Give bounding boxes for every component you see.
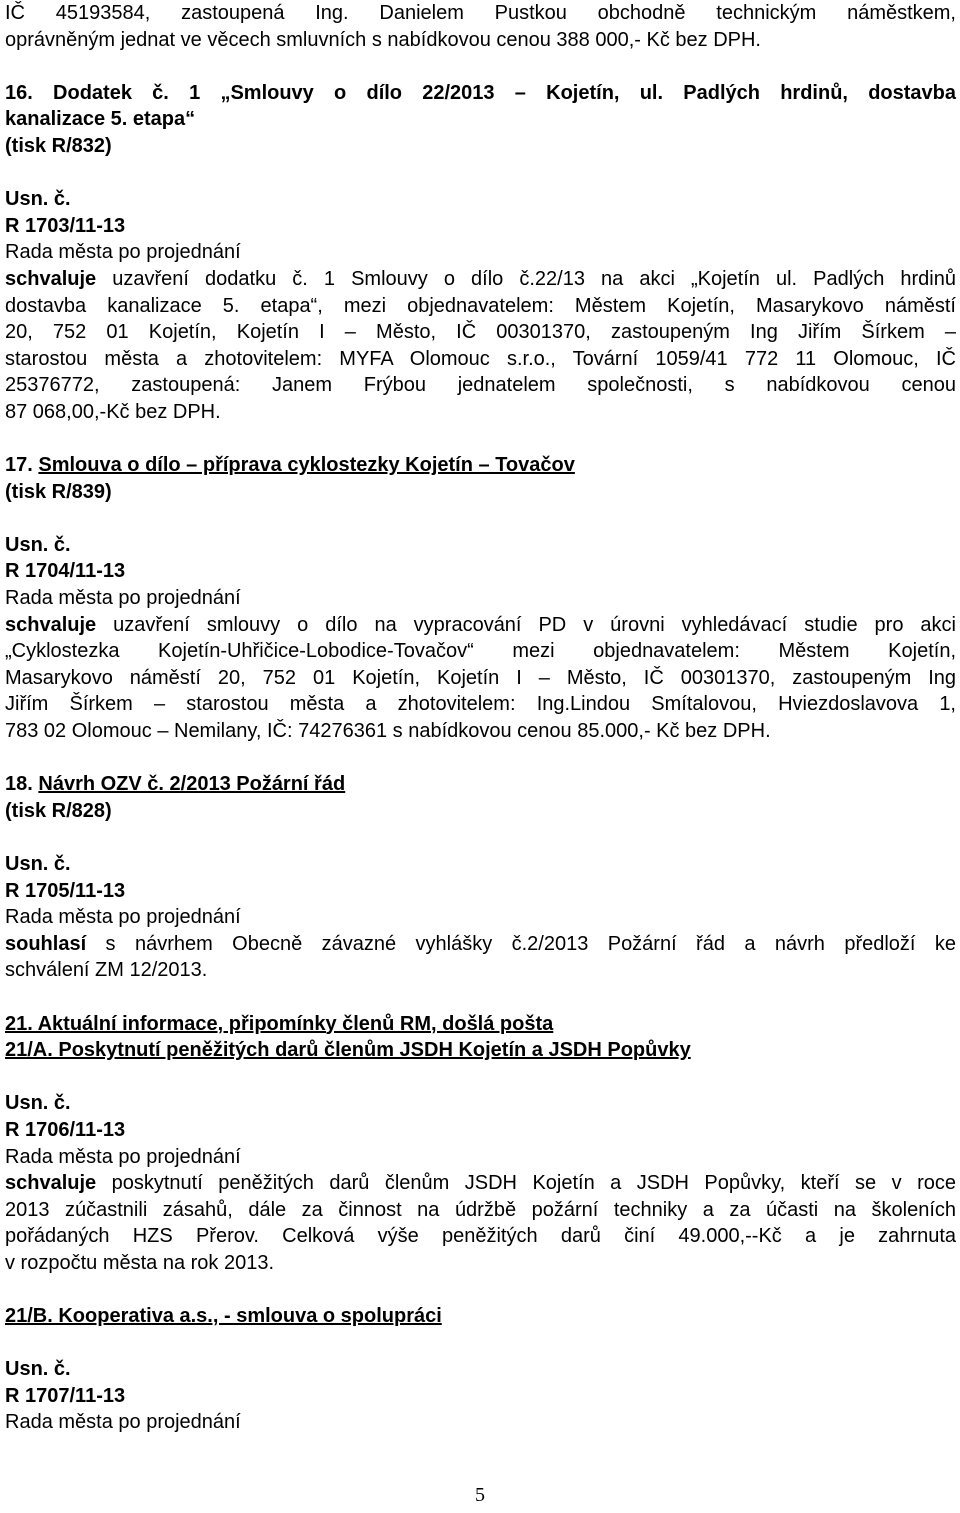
item-18-body-text: s návrhem Obecně závazné vyhlášky č.2/2013 Požární řád a návrh předloží ke [86, 932, 956, 955]
item-17-body-line: Masarykovo náměstí 20, 752 01 Kojetín, Kojetín I – Město, IČ 00301370, zastoupeným Ing [5, 666, 956, 689]
item-18-council: Rada města po projednání [5, 906, 241, 929]
item-17-body-text: uzavření smlouvy o dílo na vypracování PD v úrovni vyhledávací studie pro akci [96, 613, 956, 636]
item-16-body-line: starostou města a zhotovitelem: MYFA Olomouc s.r.o., Tovární 1059/41 772 11 Olomouc, IČ [5, 347, 956, 370]
item-21b-resolution-number: R 1707/11-13 [5, 1384, 126, 1407]
item-17-print-ref: (tisk R/839) [5, 480, 112, 503]
item-17-body-line: 783 02 Olomouc – Nemilany, IČ: 74276361 s nabídkovou cenou 85.000,- Kč bez DPH. [5, 720, 771, 743]
item-17-resolution-number: R 1704/11-13 [5, 560, 126, 583]
item-17-body-line: Jiřím Šírkem – starostou města a zhotovitelem: Ing.Lindou Smítalovou, Hviezdoslavova 1, [5, 693, 956, 716]
item-18-heading-number: 18. [5, 773, 33, 796]
item-18-body-line: schválení ZM 12/2013. [5, 959, 208, 982]
item-17-heading [5, 452, 956, 479]
document-body [5, 0, 956, 1436]
item-21a-body-line: 2013 zúčastnili zásahů, dále za činnost na údržbě požární techniky a za účasti na školeních [5, 1198, 956, 1221]
item-21a-heading: 21/A. Poskytnutí peněžitých darů členům JSDH Kojetín a JSDH Popůvky [5, 1039, 691, 1062]
item-21a-verb: schvaluje [5, 1172, 97, 1195]
item-16-council: Rada města po projednání [5, 241, 241, 264]
item-17-body-line: „Cyklostezka Kojetín-Uhřičice-Lobodice-Tovačov“ mezi objednavatelem: Městem Kojetín, [5, 640, 956, 663]
item-18-heading [5, 771, 956, 798]
item-18-usn-label: Usn. č. [5, 853, 71, 875]
item-18-print-ref: (tisk R/828) [5, 799, 112, 822]
item-16-heading: 16. Dodatek č. 1 „Smlouvy o dílo 22/2013 – Kojetín, ul. Padlých hrdinů, dostavba [5, 81, 956, 104]
item-21b-heading: 21/B. Kooperativa a.s., - smlouva o spolupráci [5, 1305, 442, 1328]
item-18-body-first-line [5, 931, 956, 958]
item-17-heading-text: Smlouva o dílo – příprava cyklostezky Kojetín – Tovačov [38, 454, 575, 477]
item-21b-council: Rada města po projednání [5, 1411, 241, 1434]
item-16-body-line: dostavba kanalizace 5. etapa“, mezi objednavatelem: Městem Kojetín, Masarykovo náměstí [5, 294, 956, 317]
item-16-body-first-line [5, 266, 956, 293]
item-17-body-first-line [5, 612, 956, 639]
item-18-heading-text: Návrh OZV č. 2/2013 Požární řád [38, 773, 346, 796]
item-21a-body-line: pořádaných HZS Přerov. Celková výše peněžitých darů činí 49.000,--Kč a je zahrnuta [5, 1225, 956, 1248]
item-21-heading: 21. Aktuální informace, připomínky členů RM, došlá pošta [5, 1012, 554, 1035]
item-21a-usn-label: Usn. č. [5, 1092, 71, 1115]
item-16-print-ref: (tisk R/832) [5, 134, 112, 157]
item-21a-council: Rada města po projednání [5, 1145, 241, 1168]
item-17-usn-label: Usn. č. [5, 533, 71, 556]
item-17-heading-number: 17. [5, 454, 33, 477]
item-16-body-line: 87 068,00,-Kč bez DPH. [5, 400, 221, 423]
item-17-council: Rada města po projednání [5, 587, 241, 610]
item-21a-body-line: v rozpočtu města na rok 2013. [5, 1251, 275, 1274]
item-16-resolution-number: R 1703/11-13 [5, 214, 126, 237]
item-21a-body-first-line [5, 1170, 956, 1197]
intro-line: IČ 45193584, zastoupená Ing. Danielem Pustkou obchodně technickým náměstkem, [5, 2, 956, 24]
intro-line: oprávněným jednat ve věcech smluvních s nabídkovou cenou 388 000,- Kč bez DPH. [5, 28, 761, 51]
item-16-usn-label: Usn. č. [5, 188, 71, 211]
item-21b-usn-label: Usn. č. [5, 1358, 71, 1381]
item-18-verb: souhlasí [5, 932, 87, 955]
item-21a-body-text: poskytnutí peněžitých darů členům JSDH Kojetín a JSDH Popůvky, kteří se v roce [96, 1172, 956, 1195]
item-21a-resolution-number: R 1706/11-13 [5, 1118, 126, 1141]
page-number: 5 [475, 1484, 485, 1506]
item-16-body-line: 25376772, zastoupená: Janem Frýbou jednatelem společnosti, s nabídkovou cenou [5, 374, 956, 397]
item-16-verb: schvaluje [5, 267, 97, 290]
item-17-verb: schvaluje [5, 613, 97, 636]
item-16-heading: kanalizace 5. etapa“ [5, 108, 196, 131]
item-16-body-text: uzavření dodatku č. 1 Smlouvy o dílo č.22/13 na akci „Kojetín ul. Padlých hrdinů [96, 267, 956, 290]
item-16-body-line: 20, 752 01 Kojetín, Kojetín I – Město, IČ 00301370, zastoupeným Ing Jiřím Šírkem – [5, 321, 956, 344]
item-18-resolution-number: R 1705/11-13 [5, 879, 126, 902]
